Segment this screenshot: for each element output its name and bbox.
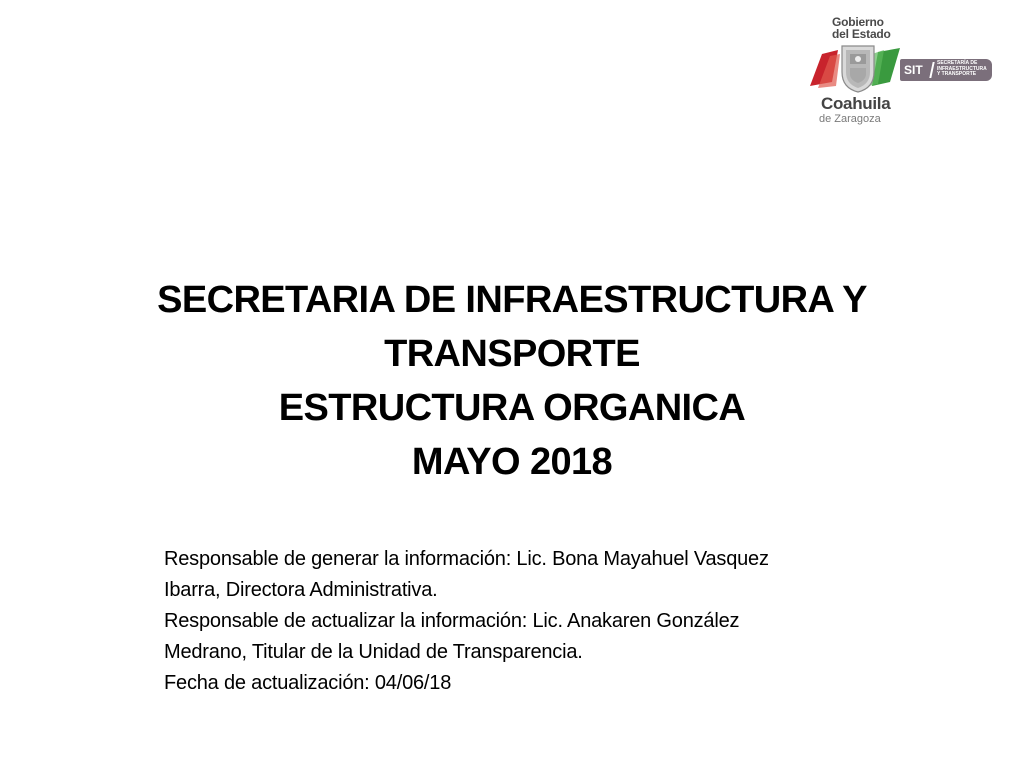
sit-abbreviation: SIT <box>904 63 923 77</box>
responsibility-info <box>164 544 904 699</box>
info-line-3: Responsable de actualizar la información: Lic. Anakaren González <box>164 610 740 632</box>
sit-full-name: SECRETARÍA DE INFRAESTRUCTURA Y TRANSPORTE <box>937 60 987 77</box>
sit-badge <box>900 59 992 81</box>
title-line-1: SECRETARIA DE INFRAESTRUCTURA Y <box>157 279 867 321</box>
logo-zaragoza-text: de Zaragoza <box>819 113 881 125</box>
logo-coahuila-text: Coahuila <box>821 94 891 113</box>
sit-divider <box>929 62 934 78</box>
logo-del-estado-text: del Estado <box>832 27 891 41</box>
info-line-1: Responsable de generar la información: Lic. Bona Mayahuel Vasquez <box>164 548 769 570</box>
logo-gobierno-text: Gobierno <box>832 15 884 29</box>
title-line-4: MAYO 2018 <box>411 441 613 483</box>
title-line-3: ESTRUCTURA ORGANICA <box>278 387 746 429</box>
government-logo <box>808 12 998 127</box>
info-line-4: Medrano, Titular de la Unidad de Transparencia. <box>164 641 583 663</box>
update-date: Fecha de actualización: 04/06/18 <box>164 672 452 694</box>
coat-of-arms-icon <box>808 42 908 94</box>
title-line-2: TRANSPORTE <box>384 333 640 375</box>
info-line-2: Ibarra, Directora Administrativa. <box>164 579 438 601</box>
slide-title <box>60 273 964 489</box>
